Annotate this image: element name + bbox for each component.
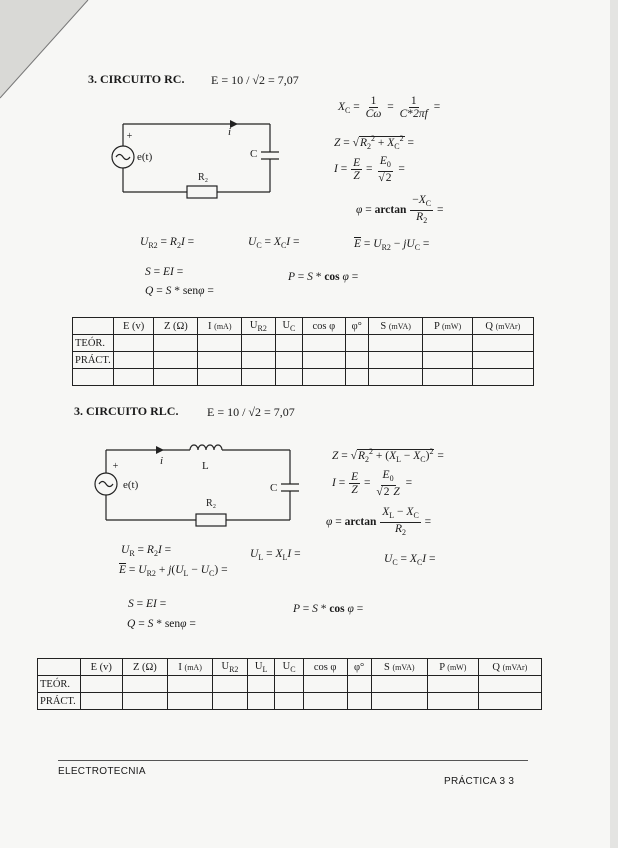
- rc-plus-sign: +: [126, 131, 133, 142]
- rlc-formula-e: $\overline{E} = U_{R2} + j(U_L - U_C)$ =: [119, 564, 228, 578]
- rc-formula-z: $Z = √R_2^2 + X_C^2$ =: [334, 134, 414, 151]
- rc-resistor-label: R₂: [198, 172, 209, 183]
- folded-corner-icon: [0, 0, 90, 100]
- table-cell[interactable]: [423, 352, 472, 369]
- rc-col-ur2: $U_{R2}$: [242, 318, 276, 335]
- table-cell[interactable]: [371, 693, 427, 710]
- table-cell[interactable]: [275, 693, 303, 710]
- table-cell[interactable]: [198, 335, 242, 352]
- rlc-section: [74, 404, 178, 419]
- table-cell[interactable]: [242, 335, 276, 352]
- rlc-resistor-label: R₂: [206, 498, 217, 509]
- table-cell[interactable]: [371, 676, 427, 693]
- rc-col-p: P (mW): [423, 318, 472, 335]
- table-row: [38, 693, 542, 710]
- rc-capacitor-label: C: [250, 148, 258, 160]
- rc-formula-p: P = S * cos φ =: [288, 271, 359, 283]
- rc-formula-xc: $X_C$ = $\frac{1}{C\omega}$ = $\frac{1}{C*2\pi f}$ =: [338, 95, 441, 120]
- table-cell[interactable]: [427, 693, 478, 710]
- rc-results-table: [72, 317, 534, 386]
- table-cell[interactable]: [81, 676, 123, 693]
- table-cell[interactable]: [478, 693, 541, 710]
- table-cell[interactable]: [472, 335, 533, 352]
- rlc-capacitor-label: C: [270, 482, 278, 494]
- rlc-inductor-label: L: [202, 460, 209, 472]
- rc-col-q: Q (mVAr): [472, 318, 533, 335]
- table-row: [73, 369, 534, 386]
- rc-supply-value: E = 10 / √2 = 7,07: [211, 73, 299, 87]
- rc-col-uc: $U_C$: [275, 318, 302, 335]
- rlc-heading: 3. CIRCUITO RLC.: [74, 404, 179, 418]
- rlc-plus-sign: +: [112, 461, 119, 472]
- footer-right: PRÁCTICA 3 3: [444, 776, 515, 787]
- rlc-source-label: e(t): [123, 479, 139, 491]
- table-cell[interactable]: [368, 335, 422, 352]
- rlc-formula-i: I = $\frac{E}{Z}$ = $\frac{E_0}{√2 Z}$ =: [332, 469, 413, 498]
- table-cell[interactable]: [345, 352, 368, 369]
- rc-formula-phi: φ = arctan $\frac{-X_C}{R_2}$ =: [356, 194, 444, 225]
- rlc-results-table: [37, 658, 542, 710]
- rlc-col-p: P (mW): [427, 659, 478, 676]
- rlc-col-uc: $U_C$: [275, 659, 303, 676]
- rlc-col-i: I (mA): [168, 659, 213, 676]
- table-cell[interactable]: [198, 352, 242, 369]
- page-right-edge: [610, 0, 618, 848]
- table-cell[interactable]: [303, 335, 345, 352]
- rlc-circuit-diagram: [90, 442, 300, 532]
- table-row: [73, 352, 534, 369]
- table-cell[interactable]: [303, 352, 345, 369]
- rlc-row-practice: PRÁCT.: [38, 693, 81, 710]
- rc-col-phi: φ°: [345, 318, 368, 335]
- table-header-row: [38, 659, 542, 676]
- table-cell[interactable]: [247, 693, 275, 710]
- table-cell[interactable]: [423, 335, 472, 352]
- table-cell[interactable]: [275, 335, 302, 352]
- rlc-col-s: S (mVA): [371, 659, 427, 676]
- rc-section: [88, 72, 184, 87]
- table-cell[interactable]: [303, 676, 347, 693]
- rc-source-label: e(t): [137, 151, 153, 163]
- table-row: [38, 676, 542, 693]
- table-cell[interactable]: [168, 676, 213, 693]
- table-row: [73, 335, 534, 352]
- table-cell[interactable]: [122, 693, 168, 710]
- rc-col-cos: cos φ: [303, 318, 345, 335]
- rc-row-theory: TEÓR.: [73, 335, 114, 352]
- table-cell[interactable]: [427, 676, 478, 693]
- rc-row-practice: PRÁCT.: [73, 352, 114, 369]
- table-header-row: [73, 318, 534, 335]
- table-cell[interactable]: [368, 352, 422, 369]
- rc-current-label: i: [228, 126, 232, 138]
- rlc-formula-s: S = EI =: [128, 598, 167, 610]
- rlc-formula-p: P = S * cos φ =: [293, 603, 364, 615]
- rlc-formula-uc: $U_C = X_CI$ =: [384, 553, 436, 567]
- rc-formula-e: $\overline{E} = U_{R2} - jU_C$ =: [354, 238, 430, 252]
- rlc-col-ur2: $U_{R2}$: [213, 659, 248, 676]
- table-cell[interactable]: [347, 693, 371, 710]
- rc-heading: 3. CIRCUITO RC.: [88, 72, 185, 86]
- table-corner-cell: [38, 659, 81, 676]
- rc-formula-s: S = EI =: [145, 266, 184, 278]
- rc-col-e: E (v): [114, 318, 154, 335]
- table-cell[interactable]: [154, 335, 198, 352]
- rc-formula-i: I = $\frac{E}{Z}$ = $\frac{E_0}{√2}$ =: [334, 155, 405, 184]
- rlc-col-e: E (v): [81, 659, 123, 676]
- rlc-row-theory: TEÓR.: [38, 676, 81, 693]
- rc-col-s: S (mVA): [368, 318, 422, 335]
- table-cell[interactable]: [81, 693, 123, 710]
- table-cell[interactable]: [154, 352, 198, 369]
- rlc-col-ul: $U_L$: [247, 659, 275, 676]
- table-cell[interactable]: [114, 335, 154, 352]
- rlc-formula-q: Q = S * senφ =: [127, 618, 196, 630]
- table-corner-cell: [73, 318, 114, 335]
- rlc-formula-z: $Z = √R_2^2 + (X_L - X_C)^2$ =: [332, 447, 444, 464]
- rlc-col-q: Q (mVAr): [478, 659, 541, 676]
- table-cell[interactable]: [122, 676, 168, 693]
- table-cell[interactable]: [247, 676, 275, 693]
- table-cell[interactable]: [242, 352, 276, 369]
- table-blank-row-label: [73, 369, 114, 386]
- table-cell[interactable]: [472, 352, 533, 369]
- table-cell[interactable]: [213, 676, 248, 693]
- table-cell[interactable]: [168, 693, 213, 710]
- rc-formula-uc: $U_C = X_CI$ =: [248, 236, 300, 250]
- table-cell[interactable]: [345, 335, 368, 352]
- table-cell[interactable]: [213, 693, 248, 710]
- rlc-supply-value: E = 10 / √2 = 7,07: [207, 405, 295, 419]
- rc-formula-q: Q = S * senφ =: [145, 285, 214, 297]
- rlc-col-cos: cos φ: [303, 659, 347, 676]
- rlc-col-phi: φ°: [347, 659, 371, 676]
- rc-circuit-diagram: [105, 112, 300, 207]
- table-cell[interactable]: [275, 352, 302, 369]
- table-cell[interactable]: [478, 676, 541, 693]
- rlc-formula-phi: φ = arctan $\frac{X_L - X_C}{R_2}$ =: [326, 506, 432, 537]
- rlc-formula-ur: $U_R = R_2I$ =: [121, 544, 172, 558]
- rc-col-z: Z (Ω): [154, 318, 198, 335]
- rlc-col-z: Z (Ω): [122, 659, 168, 676]
- table-cell[interactable]: [347, 676, 371, 693]
- footer-divider: [58, 760, 528, 761]
- table-cell[interactable]: [303, 693, 347, 710]
- rc-col-i: I (mA): [198, 318, 242, 335]
- rc-formula-ur2: $U_{R2} = R_2I$ =: [140, 236, 195, 250]
- rlc-formula-ul: $U_L = X_LI$ =: [250, 548, 301, 562]
- table-cell[interactable]: [114, 352, 154, 369]
- footer-left: ELECTROTECNIA: [58, 766, 146, 777]
- table-cell[interactable]: [275, 676, 303, 693]
- rlc-current-label: i: [160, 455, 164, 467]
